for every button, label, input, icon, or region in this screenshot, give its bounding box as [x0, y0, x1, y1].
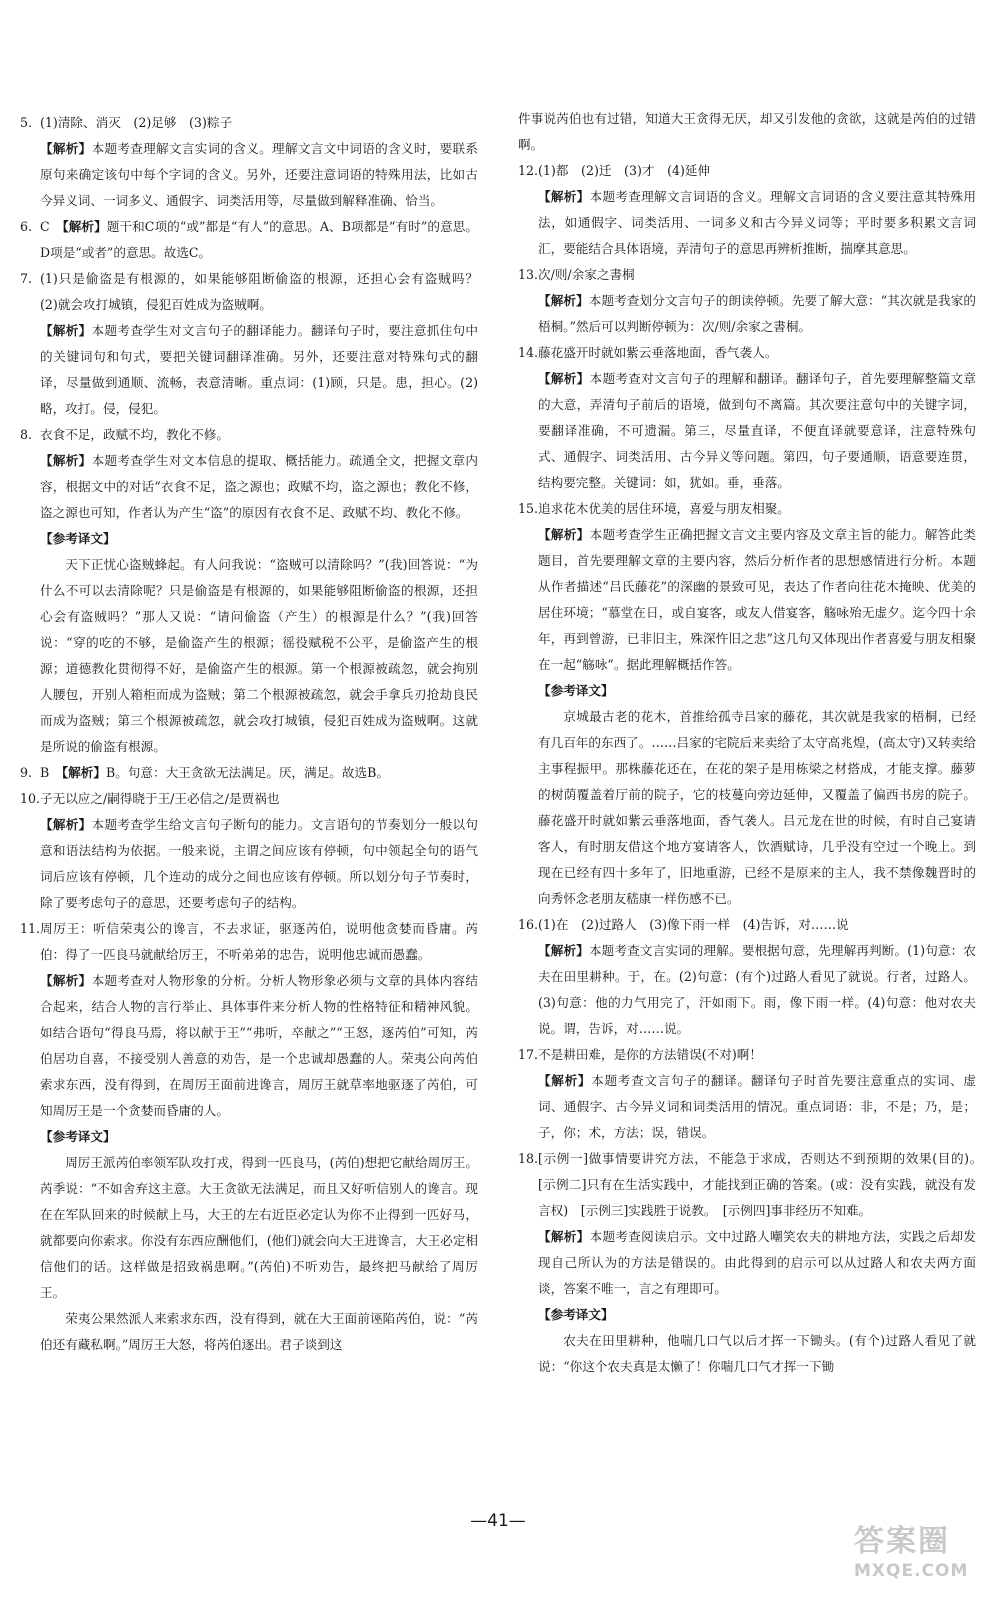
question-number: 9. [20, 765, 33, 780]
answer: 次/则/余家之書桐 [538, 267, 635, 282]
question-number: 12. [518, 163, 539, 178]
analysis-tag: 【解析】 [40, 817, 92, 832]
analysis [40, 136, 478, 214]
right-column [518, 106, 989, 1380]
analysis [538, 1224, 976, 1302]
reference-translation-heading: 【参考译文】 [40, 1129, 116, 1144]
reference-translation: 农夫在田里耕种，他喘几口气以后才挥一下锄头。(有个)过路人看见了就说：“你这个农夫真是太懒了！你喘几口气才挥一下锄 [538, 1333, 976, 1374]
answer: 不是耕田难，是你的方法错误(不对)啊！ [538, 1047, 762, 1062]
analysis [538, 366, 976, 496]
analysis-tag: 【解析】 [538, 293, 589, 308]
answer: 周厉王：听信荣夷公的谗言，不去求证，驱逐芮伯，说明他贪婪而昏庸。芮伯：得了一匹良马就献给厉王，不听弟弟的忠告，说明他忠诚而愚蠢。 [40, 921, 478, 962]
left-column [20, 110, 491, 1358]
analysis-text: 题干和C项的“或”都是“有人”的意思。A、B项都是“有时”的意思。D项是“或者”的意思。故选C。 [40, 219, 478, 260]
page-number: —41— [470, 1511, 526, 1531]
question-number: 13. [518, 267, 539, 282]
analysis-text: 本题考查理解文言词语的含义。理解文言词语的含义要注意其特殊用法，如通假字、词类活用、一词多义和古今异义词等；平时要多积累文言词汇，要能结合具体语境，弄清句子的意思再辨析推断，揣摩其意思。 [538, 189, 977, 256]
reference-translation: 荣夷公果然派人来索求东西，没有得到，就在大王面前诬陷芮伯，说：“芮伯还有藏私啊。”周厉王大怒，将芮伯逐出。君子谈到这 [40, 1311, 478, 1352]
answer: 子无以应之/嗣得晓于王/王必信之/是贾祸也 [40, 791, 280, 806]
reference-translation-heading: 【参考译文】 [538, 683, 614, 698]
question-number: 10. [20, 791, 41, 806]
question-number: 8. [20, 427, 33, 442]
reference-translation: 天下正忧心盗贼蜂起。有人问我说：“盗贼可以清除吗？”(我)回答说：“为什么不可以去清除呢？只是偷盗是有根源的，如果能够阻断偷盗的根源，还担心会有盗贼吗？”那人又说：“请问偷盗（产生）的根源是什么？”(我)回答说：“穿的吃的不够，是偷盗产生的根源；徭役赋税不公平，是偷盗产生的根源；道德教化贯彻得不好，是偷盗产生的根源。第一个根源被疏忽，就会拘别人腰包，开别人箱柜而成为盗贼；第二个根源被疏忽，就会手拿兵刃抢劫良民而成为盗贼；第三个根源被疏忽，就会攻打城镇，侵犯百姓成为盗贼啊。这就是所说的偷盗有根源。 [40, 557, 478, 754]
answer: (1)只是偷盗是有根源的，如果能够阻断偷盗的根源，还担心会有盗贼吗？ (2)就会攻打城镇，侵犯百姓成为盗贼啊。 [40, 271, 491, 312]
reference-translation-heading: 【参考译文】 [40, 531, 116, 546]
question-11 [20, 916, 478, 1358]
answer: C [40, 219, 63, 234]
question-10 [20, 786, 478, 916]
answer: 衣食不足，政赋不均，教化不修。 [40, 427, 229, 442]
question-16 [518, 912, 976, 1042]
question-number: 6. [20, 219, 33, 234]
analysis-text: 本题考查对人物形象的分析。分析人物形象必须与文章的具体内容结合起来，结合人物的言行举止、具体事件来分析人物的性格特征和精神风貌。如结合语句“得良马焉，将以献于王”“弗听，卒献之”“王怒，逐芮伯”可知，芮伯居功自喜，不接受别人善意的劝告，是一个忠诚却愚蠢的人。荣夷公向芮伯索求东西，没有得到，在周厉王面前进谗言，周厉王就草率地驱逐了芮伯，可知周厉王是一个贪婪而昏庸的人。 [40, 973, 479, 1118]
question-17 [518, 1042, 976, 1146]
analysis-tag: 【解析】 [538, 1073, 592, 1088]
question-number: 17. [518, 1047, 539, 1062]
answer: (1)都 (2)迁 (3)才 (4)延伸 [538, 163, 711, 178]
question-number: 5. [20, 115, 33, 130]
analysis-text: 本题考查文言实词的理解。要根据句意，先理解再判断。(1)句意：农夫在田里耕种。于，在。(2)句意：(有个)过路人看见了就说。行者，过路人。(3)句意：他的力气用完了，汗如雨下。雨，像下雨一样。(4)句意：他对农夫说。谓，告诉，对……说。 [538, 943, 977, 1036]
question-6 [20, 214, 478, 266]
analysis-text: 本题考查学生正确把握文言文主要内容及文章主旨的能力。解答此类题目，首先要理解文章的主要内容，然后分析作者的思想感情进行分析。本题从作者描述“吕氏藤花”的深幽的景致可见，表达了作者向往花木掩映、优美的居住环境；“慕堂在日，或自宴客，或友人借宴客，觞咏殆无虚夕。迄今四十余年，再到曾游，已非旧主，殊深忤旧之悲”这几句又体现出作者喜爱与朋友相聚在一起“觞咏”。据此理解概括作答。 [538, 527, 977, 672]
question-15 [518, 496, 976, 912]
watermark-url: MXQE.COM [854, 1561, 969, 1581]
analysis-tag: 【解析】 [538, 189, 590, 204]
analysis-tag: 【解析】 [538, 1229, 590, 1244]
continued-translation: 件事说芮伯也有过错，知道大王贪得无厌，却又引发他的贪欲，这就是芮伯的过错啊。 [518, 111, 976, 152]
reference-translation-heading: 【参考译文】 [538, 1307, 614, 1322]
answer: 藤花盛开时就如紫云垂落地面，香气袭人。 [538, 345, 778, 360]
question-number: 18. [518, 1151, 539, 1166]
analysis-text: 本题考查学生对文言句子的翻译能力。翻译句子时，要注意抓住句中的关键词句和句式，要把关键词翻译准确。另外，还要注意对特殊句式的翻译，尽量做到通顺、流畅，表意清晰。重点词：(1)顾，只是。患，担心。(2)略，攻打。侵，侵犯。 [40, 323, 479, 416]
analysis [538, 1068, 976, 1146]
analysis [40, 812, 478, 916]
answer: B [40, 765, 62, 780]
analysis [538, 938, 976, 1042]
analysis-text: B。句意：大王贪欲无法满足。厌，满足。故选B。 [105, 765, 389, 780]
analysis-tag: 【解析】 [40, 323, 92, 338]
answer: 追求花木优美的居住环境，喜爱与朋友相聚。 [538, 501, 790, 516]
question-9 [20, 760, 478, 786]
analysis-tag: 【解析】 [40, 973, 92, 988]
question-18 [518, 1146, 989, 1380]
answer: [示例一]做事情要讲究方法，不能急于求成，否则达不到预期的效果(目的)。 [示例二]只有在生活实践中，才能找到正确的答案。(或：没有实践，就没有发言权) [示例三]实践胜于说教。 [示例四]事非经历不知难。 [538, 1151, 989, 1218]
question-14 [518, 340, 976, 496]
analysis [40, 448, 478, 526]
watermark-logo-text: 答案圈 [854, 1524, 950, 1559]
analysis-text: 本题考查文言句子的翻译。翻译句子时首先要注意重点的实词、虚词、通假字、古今异义词和词类活用的情况。重点词语：非，不是；乃，是；子，你；术，方法；误，错误。 [538, 1073, 977, 1140]
analysis [538, 522, 976, 678]
question-12 [518, 158, 976, 262]
analysis-text: 本题考查理解文言实词的含义。理解文言文中词语的含义时，要联系原句来确定该句中每个字词的含义。另外，还要注意词语的特殊用法，比如古今异义词、一词多义、通假字、词类活用等，尽量做到解释准确、恰当。 [40, 141, 479, 208]
analysis-text: 本题考查对文言句子的理解和翻译。翻译句子，首先要理解整篇文章的大意，弄清句子前后的语境，做到句不离篇。其次要注意句中的关键字词，要翻译准确，不可遗漏。第三，尽量直译，不便直译就要意译，注意特殊句式、通假字、词类活用、古今异义等问题。第四，句子要通顺，语意要连贯，结构要完整。关键词：如，犹如。垂，垂落。 [538, 371, 977, 490]
reference-translation: 京城最古老的花木，首推给孤寺吕家的藤花，其次就是我家的梧桐，已经有几百年的东西了。……吕家的宅院后来卖给了太守高兆煌，(高太守)又转卖给主事程振甲。那株藤花还在，在花的架子是用栋梁之材搭成，才能支撑。藤萝的树荫覆盖着厅前的院子，它的枝蔓向旁边延伸，又覆盖了偏西书房的院子。藤花盛开时就如紫云垂落地面，香气袭人。吕元龙在世的时候，有时自己宴请客人，有时朋友借这个地方宴请客人，饮酒赋诗，几乎没有空过一个晚上。到现在已经有四十多年了，旧地重游，已经不是原来的主人，我不禁像魏晋时的向秀怀念老朋友嵇康一样伤感不已。 [538, 709, 977, 906]
analysis-text: 本题考查划分文言句子的朗读停顿。先要了解大意：“其次就是我家的梧桐。”然后可以判断停顿为：次/则/余家之書桐。 [538, 293, 976, 334]
answer: (1)清除、消灭 (2)足够 (3)粽子 [40, 115, 233, 130]
question-13 [518, 262, 976, 340]
analysis-tag: 【解析】 [538, 527, 590, 542]
question-number: 15. [518, 501, 539, 516]
question-number: 14. [518, 345, 539, 360]
analysis-tag: 【解析】 [40, 141, 92, 156]
analysis [538, 288, 976, 340]
analysis [40, 318, 478, 422]
analysis-tag: 【解析】 [62, 219, 107, 234]
question-number: 11. [20, 921, 41, 936]
question-number: 7. [20, 271, 33, 286]
question-5 [20, 110, 478, 214]
analysis-text: 本题考查学生给文言句子断句的能力。文言语句的节奏划分一般以句意和语法结构为依据。一般来说，主谓之间应该有停顿，句中领起全句的语气词后应该有停顿，几个连动的成分之间也应该有停顿。所以划分句子节奏时，除了要考虑句子的意思，还要考虑句子的结构。 [40, 817, 479, 910]
question-8 [20, 422, 478, 760]
question-7 [20, 266, 491, 422]
watermark-logo [854, 1524, 984, 1586]
analysis-tag: 【解析】 [40, 453, 92, 468]
analysis [40, 968, 478, 1124]
question-number: 16. [518, 917, 539, 932]
analysis-text: 本题考查学生对文本信息的提取、概括能力。疏通全文，把握文章内容，根据文中的对话“衣食不足，盗之源也；政赋不均，盗之源也；教化不修，盗之源也可知，作者认为产生“盗”的原因有衣食不足、政赋不均、教化不修。 [40, 453, 479, 520]
analysis-tag: 【解析】 [538, 943, 589, 958]
analysis-tag: 【解析】 [61, 765, 106, 780]
reference-translation: 周厉王派芮伯率领军队攻打戎，得到一匹良马，(芮伯)想把它献给周厉王。芮季说：“不如舍弃这主意。大王贪欲无法满足，而且又好听信别人的谗言。现在在军队回来的时候献上马，大王的左右近臣必定认为你不止得到一匹好马，就都要向你索求。你没有东西应酬他们，(他们)就会向大王进谗言，大王必定相信他们的话。这样做是招致祸患啊。”(芮伯)不听劝告，最终把马献给了周厉王。 [40, 1155, 479, 1300]
analysis-text: 本题考查阅读启示。文中过路人嘲笑农夫的耕地方法，实践之后却发现自己所认为的方法是错误的。由此得到的启示可以从过路人和农夫两方面谈，答案不唯一，言之有理即可。 [538, 1229, 977, 1296]
answer: (1)在 (2)过路人 (3)像下雨一样 (4)告诉，对……说 [538, 917, 849, 932]
analysis [538, 184, 976, 262]
analysis-tag: 【解析】 [538, 371, 590, 386]
